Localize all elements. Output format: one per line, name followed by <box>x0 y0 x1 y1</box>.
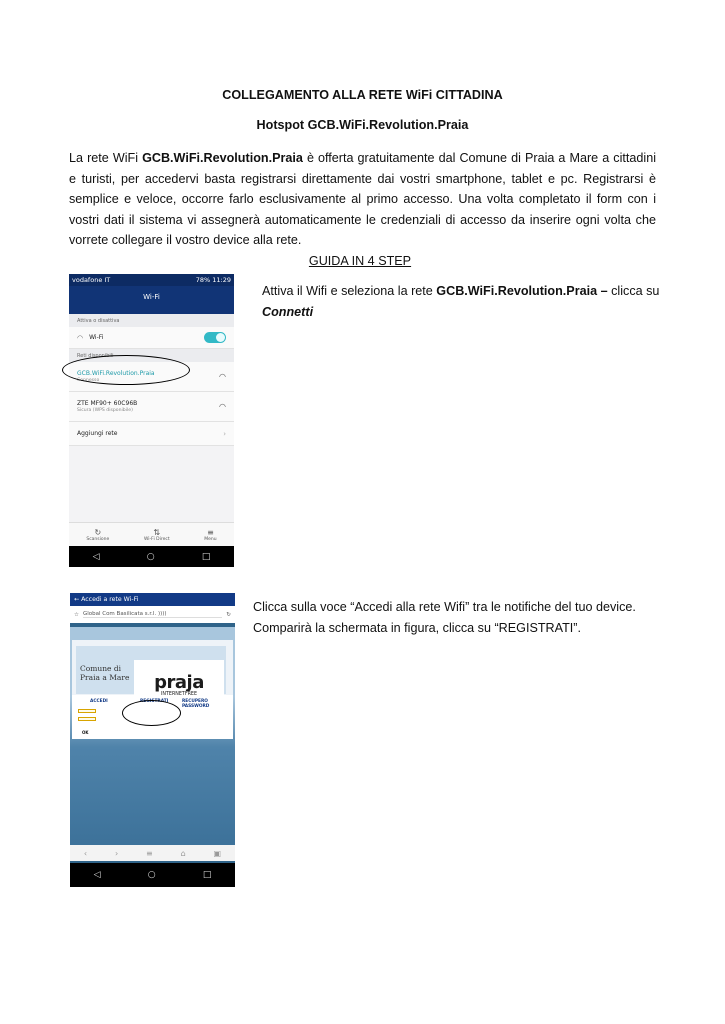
network-status: Sicura (WPS disponibile) <box>77 408 133 413</box>
recents-icon[interactable]: □ <box>202 870 212 880</box>
document-subtitle: Hotspot GCB.WiFi.Revolution.Praia <box>256 118 469 132</box>
wifi-settings-screenshot <box>69 274 234 567</box>
step1-network-name: GCB.WiFi.Revolution.Praia – <box>436 284 608 298</box>
add-network-row[interactable] <box>69 422 234 446</box>
wifi-direct-button[interactable]: ⇅ Wi-Fi Direct <box>143 527 170 542</box>
wifi-screen-title: Wi-Fi <box>69 286 234 314</box>
home-icon[interactable]: ○ <box>146 551 155 562</box>
bottom-action-bar <box>69 522 234 546</box>
captive-portal-screenshot <box>70 593 235 887</box>
android-nav-bar <box>69 546 234 567</box>
home-icon[interactable]: ⌂ <box>180 848 186 858</box>
portal-header <box>70 593 235 606</box>
menu-button[interactable]: ≡ Menu <box>204 527 217 542</box>
network-name: ZTE MF90+ 60C96B <box>77 400 138 407</box>
url-text: Global Com Basilicata s.r.l. )))) <box>83 611 222 618</box>
menu-icon[interactable]: ≡ <box>146 848 153 858</box>
tab-registrati[interactable]: REGISTRATI <box>140 699 169 704</box>
tab-accedi[interactable]: ACCEDI <box>90 699 108 704</box>
tabs-icon[interactable]: ▣ <box>213 848 222 858</box>
ok-button[interactable]: OK <box>82 730 89 735</box>
highlight-ellipse-registrati <box>122 700 181 726</box>
android-nav-bar <box>70 863 235 887</box>
status-bar <box>69 274 234 286</box>
highlight-ellipse-network <box>62 355 190 385</box>
url-bar[interactable] <box>70 606 235 623</box>
forward-nav-icon[interactable]: › <box>114 848 119 858</box>
intro-before: La rete WiFi <box>69 151 143 165</box>
browser-toolbar <box>70 845 235 861</box>
back-nav-icon[interactable]: ‹ <box>83 848 88 858</box>
step2-line1: Clicca sulla voce “Accedi alla rete Wifi” tra le notifiche del tuo device. <box>253 600 636 614</box>
document-title: COLLEGAMENTO ALLA RETE WiFi CITTADINA <box>222 88 503 102</box>
back-arrow-icon[interactable]: ← <box>74 596 80 603</box>
step2-line2: Comparirà la schermata in figura, clicca su “REGISTRATI”. <box>253 620 581 635</box>
guide-heading: GUIDA IN 4 STEP <box>308 254 412 268</box>
wifi-signal-icon: ◠ <box>219 372 226 381</box>
wifi-label: Wi-Fi <box>89 334 104 341</box>
step1-before: Attiva il Wifi e seleziona la rete <box>262 284 437 298</box>
comune-label: Comune di Praia a Mare <box>80 664 130 682</box>
section-toggle-label: Attiva o disattiva <box>69 314 234 327</box>
step1-text <box>262 281 662 322</box>
status-right: 78% 11:29 <box>195 276 231 284</box>
wifi-toggle-row[interactable] <box>69 327 234 349</box>
intro-after: è offerta gratuitamente dal Comune di Praia a Mare a cittadini e turisti, per accedervi basta registrarsi direttamente dai vostri smartphone, tablet e pc. Registrarsi è semplice e veloce, occorre farlo esclusivamente al primo accesso. Una volta completato il form con i vostri dati il sistema vi assegnerà automaticamente le credenziali di accesso da inserire ogni volta che vorrete collegare il vostro device alla rete. <box>69 151 656 247</box>
add-network-label: Aggiungi rete <box>77 430 118 437</box>
carrier-label: vodafone IT <box>72 276 111 284</box>
recents-icon[interactable]: □ <box>201 551 211 562</box>
step2-text <box>253 597 673 638</box>
tab-recupero-password[interactable]: RECUPERO PASSWORD <box>182 699 210 709</box>
username-input[interactable] <box>78 709 96 713</box>
portal-title: Accedi a rete Wi-Fi <box>81 596 139 603</box>
refresh-icon: ↻ <box>94 527 102 537</box>
section-networks-label: Reti disponibili <box>69 349 234 362</box>
network-status: Connesso <box>77 378 100 383</box>
chevron-right-icon: › <box>223 429 226 438</box>
network-item-zte[interactable] <box>69 392 234 422</box>
wifi-direct-icon: ⇅ <box>153 527 161 537</box>
back-icon[interactable]: ◁ <box>93 870 101 880</box>
wifi-toggle[interactable] <box>204 332 226 343</box>
wifi-lock-icon: ◠ <box>219 402 226 411</box>
step1-middle: clicca su <box>607 284 660 298</box>
network-name: GCB.WiFi.Revolution.Praia <box>77 370 155 377</box>
wifi-icon: ◠ <box>77 333 84 342</box>
reload-icon[interactable]: ↻ <box>226 611 231 618</box>
back-icon[interactable]: ◁ <box>92 551 100 562</box>
portal-page <box>70 627 235 860</box>
intro-paragraph <box>69 148 656 251</box>
step1-action: Connetti <box>262 304 314 319</box>
star-icon[interactable]: ☆ <box>74 611 79 618</box>
menu-icon: ≡ <box>207 527 214 537</box>
logo-text: praja <box>154 672 204 693</box>
scan-button[interactable]: ↻ Scansione <box>86 527 110 542</box>
password-input[interactable] <box>78 717 96 721</box>
intro-network-name: GCB.WiFi.Revolution.Praia <box>142 151 303 165</box>
home-icon[interactable]: ○ <box>147 870 156 880</box>
